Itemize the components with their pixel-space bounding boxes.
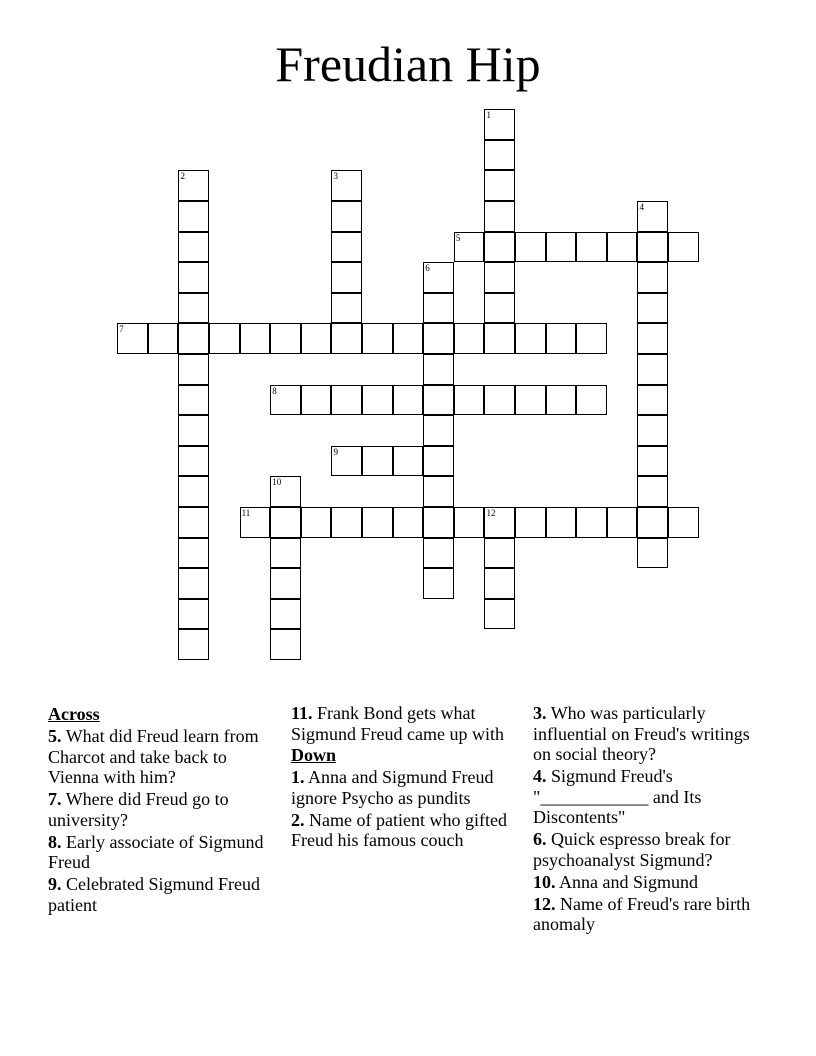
grid-cell[interactable] <box>637 201 668 232</box>
grid-cell[interactable] <box>178 385 209 416</box>
clue-number-label: 1 <box>486 110 491 121</box>
grid-cell[interactable] <box>484 201 515 232</box>
clue-number-label: 5 <box>455 232 461 243</box>
clue-down-2: 2. Name of patient who gifted Freud his famous couch <box>291 809 507 850</box>
puzzle-title: Freudian Hip <box>275 36 541 92</box>
clue-number-label: 3 <box>333 171 338 182</box>
grid-cell[interactable] <box>637 323 668 354</box>
grid-cell[interactable] <box>178 293 209 324</box>
grid-cell[interactable] <box>393 507 424 538</box>
grid-cell[interactable] <box>484 140 515 171</box>
grid-cell[interactable] <box>515 385 546 416</box>
clue-across-5: 5. What did Freud learn from Charcot and take back to Vienna with him? <box>48 726 259 787</box>
grid-cell[interactable] <box>178 415 209 446</box>
grid-cell[interactable] <box>331 201 362 232</box>
grid-cell[interactable] <box>270 568 301 599</box>
grid-cell[interactable] <box>393 323 424 354</box>
grid-cell[interactable] <box>546 323 577 354</box>
grid-cell[interactable] <box>607 507 638 538</box>
grid-cell[interactable] <box>484 293 515 324</box>
grid-cell[interactable] <box>484 599 515 630</box>
grid-cell[interactable] <box>331 323 362 354</box>
grid-cell[interactable] <box>423 262 454 293</box>
grid-cell[interactable] <box>331 507 362 538</box>
clue-across-9: 9. Celebrated Sigmund Freud patient <box>48 874 260 915</box>
clue-down-12: 12. Name of Freud's rare birth anomaly <box>533 893 751 934</box>
grid-cell[interactable] <box>331 170 362 201</box>
grid-cell[interactable] <box>393 446 424 477</box>
grid-cell[interactable] <box>637 354 668 385</box>
grid-cell[interactable] <box>331 446 362 477</box>
grid-cell[interactable] <box>423 385 454 416</box>
grid-cell[interactable] <box>301 385 332 416</box>
grid-cell[interactable] <box>423 476 454 507</box>
clue-number-label: 2 <box>180 171 185 182</box>
clue-number-label: 8 <box>272 385 277 396</box>
grid-cell[interactable] <box>423 568 454 599</box>
clue-across-11: 11. Frank Bond gets what Sigmund Freud came up with <box>291 703 504 744</box>
grid-cell[interactable] <box>454 385 485 416</box>
grid-cell[interactable] <box>178 507 209 538</box>
grid-cell[interactable] <box>178 629 209 660</box>
grid-cell[interactable] <box>637 476 668 507</box>
clue-number-label: 4 <box>639 202 644 213</box>
grid-cell[interactable] <box>423 538 454 569</box>
clue-down-1: 1. Anna and Sigmund Freud ignore Psycho as pundits <box>291 767 494 808</box>
grid-cell[interactable] <box>393 385 424 416</box>
grid-cell[interactable] <box>484 109 515 140</box>
grid-cell[interactable] <box>362 323 393 354</box>
grid-cell[interactable] <box>546 507 577 538</box>
grid-cell[interactable] <box>546 232 577 263</box>
grid-cell[interactable] <box>484 538 515 569</box>
grid-cell[interactable] <box>423 446 454 477</box>
grid-cell[interactable] <box>576 507 607 538</box>
grid-cell[interactable] <box>484 232 515 263</box>
grid-cell[interactable] <box>178 599 209 630</box>
grid-cell[interactable] <box>178 568 209 599</box>
grid-cell[interactable] <box>362 507 393 538</box>
grid-cell[interactable] <box>178 446 209 477</box>
grid-cell[interactable] <box>331 385 362 416</box>
clue-down-4: 4. Sigmund Freud's "____________ and Its Discontents" <box>533 766 702 827</box>
grid-cell[interactable] <box>301 323 332 354</box>
grid-cell[interactable] <box>484 262 515 293</box>
clue-across-7: 7. Where did Freud go to university? <box>48 789 229 830</box>
grid-cell[interactable] <box>240 323 271 354</box>
grid-cell[interactable] <box>484 568 515 599</box>
clue-number-label: 10 <box>272 477 282 488</box>
grid-cell[interactable] <box>668 232 699 263</box>
grid-cell[interactable] <box>240 507 271 538</box>
grid-cell[interactable] <box>178 538 209 569</box>
grid-cell[interactable] <box>331 293 362 324</box>
grid-cell[interactable] <box>362 446 393 477</box>
grid-cell[interactable] <box>454 232 485 263</box>
grid-cell[interactable] <box>270 323 301 354</box>
grid-cell[interactable] <box>576 385 607 416</box>
grid-cell[interactable] <box>178 323 209 354</box>
grid-cell[interactable] <box>576 323 607 354</box>
grid-cell[interactable] <box>148 323 179 354</box>
grid-cell[interactable] <box>454 507 485 538</box>
grid-cell[interactable] <box>637 446 668 477</box>
clues-column-2 <box>291 703 516 851</box>
grid-cell[interactable] <box>270 385 301 416</box>
grid-cell[interactable] <box>178 232 209 263</box>
grid-cell[interactable] <box>209 323 240 354</box>
clue-number-label: 12 <box>486 508 496 519</box>
grid-cell[interactable] <box>668 507 699 538</box>
grid-cell[interactable] <box>637 262 668 293</box>
grid-cell[interactable] <box>454 323 485 354</box>
grid-cell[interactable] <box>637 232 668 263</box>
grid-cell[interactable] <box>178 262 209 293</box>
grid-cell[interactable] <box>576 232 607 263</box>
grid-cell[interactable] <box>484 323 515 354</box>
clue-across-8: 8. Early associate of Sigmund Freud <box>48 831 264 872</box>
clue-number-label: 11 <box>241 508 251 519</box>
clues-column-1 <box>48 703 276 915</box>
grid-cell[interactable] <box>484 170 515 201</box>
grid-cell[interactable] <box>270 538 301 569</box>
grid-cell[interactable] <box>117 323 148 354</box>
down-heading: Down <box>291 745 337 765</box>
grid-cell[interactable] <box>178 170 209 201</box>
clue-down-10: 10. Anna and Sigmund <box>533 871 699 892</box>
grid-cell[interactable] <box>331 262 362 293</box>
grid-cell[interactable] <box>515 507 546 538</box>
clue-down-3: 3. Who was particularly influential on Freud's writings on social theory? <box>533 703 750 764</box>
grid-cell[interactable] <box>637 538 668 569</box>
grid-cell[interactable] <box>178 476 209 507</box>
grid-cell[interactable] <box>270 629 301 660</box>
grid-cell[interactable] <box>362 385 393 416</box>
grid-cell[interactable] <box>484 507 515 538</box>
grid-cell[interactable] <box>515 232 546 263</box>
grid-cell[interactable] <box>423 293 454 324</box>
grid-cell[interactable] <box>637 293 668 324</box>
clue-down-6: 6. Quick espresso break for psychoanalyst Sigmund? <box>533 829 731 870</box>
across-heading: Across <box>48 704 100 724</box>
grid-cell[interactable] <box>178 354 209 385</box>
grid-cell[interactable] <box>637 415 668 446</box>
grid-cell[interactable] <box>546 385 577 416</box>
grid-cell[interactable] <box>270 476 301 507</box>
grid-cell[interactable] <box>178 201 209 232</box>
clue-number-label: 6 <box>425 263 430 274</box>
grid-cell[interactable] <box>423 507 454 538</box>
grid-cell[interactable] <box>637 507 668 538</box>
grid-cell[interactable] <box>423 415 454 446</box>
grid-cell[interactable] <box>637 385 668 416</box>
clue-number-label: 7 <box>119 324 124 335</box>
grid-cell[interactable] <box>270 599 301 630</box>
grid-cell[interactable] <box>301 507 332 538</box>
grid-cell[interactable] <box>331 232 362 263</box>
grid-cell[interactable] <box>270 507 301 538</box>
grid-cell[interactable] <box>423 354 454 385</box>
grid-cell[interactable] <box>607 232 638 263</box>
grid-cell[interactable] <box>423 323 454 354</box>
grid-cell[interactable] <box>484 385 515 416</box>
clue-number-label: 9 <box>333 446 338 457</box>
clues-column-3 <box>533 703 763 935</box>
grid-cell[interactable] <box>515 323 546 354</box>
